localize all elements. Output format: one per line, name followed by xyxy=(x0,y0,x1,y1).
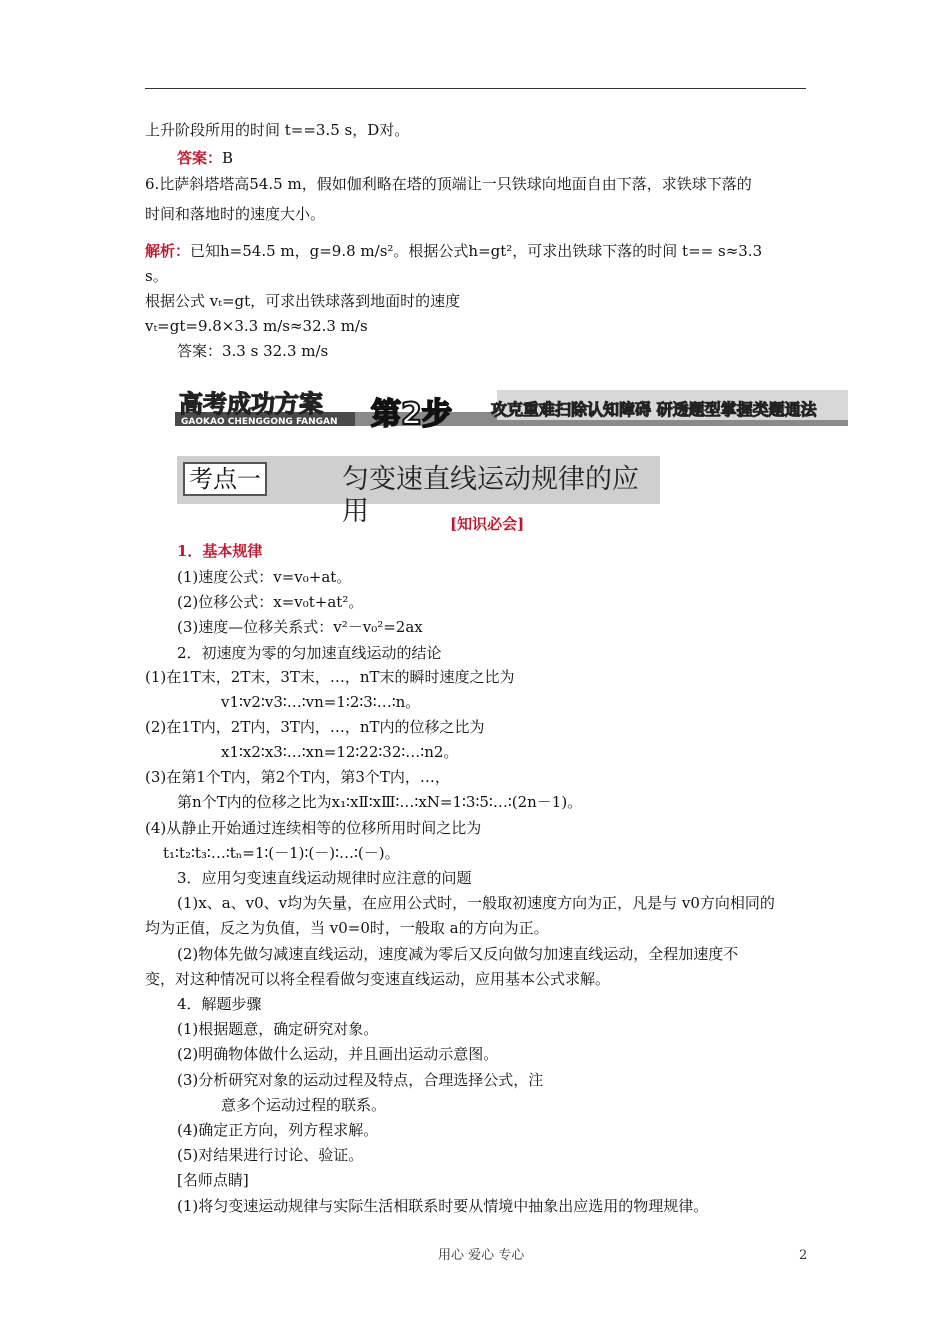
content-line: [名师点睛] xyxy=(177,1171,249,1189)
content-line: (2)在1T内，2T内，3T内，…，nT内的位移之比为 xyxy=(145,718,485,736)
content-line: (5)对结果进行讨论、验证。 xyxy=(177,1146,364,1164)
content-line: (4)从静止开始通过连续相等的位移所用时间之比为 xyxy=(145,819,482,837)
solution-label: 解析： xyxy=(145,242,191,260)
page-number: 2 xyxy=(799,1248,808,1263)
content-line: (3)速度—位移关系式：v²－v₀²=2ax xyxy=(177,618,423,636)
content-line: 4．解题步骤 xyxy=(177,995,262,1013)
header-rule xyxy=(145,88,806,89)
solution-line2: s。 xyxy=(145,267,168,285)
knowledge-header: [知识必会] xyxy=(450,515,525,533)
solution-line4: vₜ=gt=9.8×3.3 m/s≈32.3 m/s xyxy=(145,317,368,335)
content-line: (4)确定正方向，列方程求解。 xyxy=(177,1121,379,1139)
content-line: 均为正值，反之为负值，当 v0=0时，一般取 a的方向为正。 xyxy=(145,919,549,937)
topic-label: 考点一 xyxy=(183,462,267,496)
banner-title: 高考成功方案 xyxy=(179,390,323,418)
content-line: x1∶x2∶x3∶…∶xn=12∶22∶32∶…∶n2。 xyxy=(221,743,459,761)
content-line: 变，对这种情况可以将全程看做匀变速直线运动，应用基本公式求解。 xyxy=(145,970,611,988)
content-line: 第n个T内的位移之比为x₁∶xⅡ∶xⅢ∶…∶xN=1∶3∶5∶…∶(2n－1)。 xyxy=(177,793,583,811)
content-line: (3)在第1个T内，第2个T内，第3个T内，…， xyxy=(145,768,450,786)
question-6-line1: 6.比萨斜塔塔高54.5 m，假如伽利略在塔的顶端让一只铁球向地面自由下落，求铁球下落的 xyxy=(145,175,752,193)
answer-line-2: 答案：3.3 s 32.3 m/s xyxy=(177,342,329,360)
banner-pinyin: GAOKAO CHENGGONG FANGAN xyxy=(181,417,338,427)
answer-value: B xyxy=(222,149,234,167)
solution-line1 xyxy=(145,241,762,261)
content-line: (1)x、a、v0、v均为矢量，在应用公式时，一般取初速度方向为正，凡是与 v0方向相同的 xyxy=(177,894,775,912)
content-line: (1)在1T末，2T末，3T末，…，nT末的瞬时速度之比为 xyxy=(145,668,515,686)
content-line: (2)位移公式：x=v₀t+at²。 xyxy=(177,593,364,611)
content-line: 3．应用匀变速直线运动规律时应注意的问题 xyxy=(177,869,472,887)
banner-step: 第2步 xyxy=(371,397,452,432)
section-banner xyxy=(175,390,848,434)
content-line: (1)速度公式：v=v₀+at。 xyxy=(177,568,352,586)
content-line: (2)明确物体做什么运动，并且画出运动示意图。 xyxy=(177,1045,499,1063)
content-line: (1)将匀变速运动规律与实际生活相联系时要从情境中抽象出应选用的物理规律。 xyxy=(177,1197,709,1215)
content-line: (1)根据题意，确定研究对象。 xyxy=(177,1020,379,1038)
content-line: (2)物体先做匀减速直线运动，速度减为零后又反向做匀加速直线运动，全程加速度不 xyxy=(177,945,739,963)
content-line: t₁∶t₂∶t₃∶…∶tₙ=1∶(－1)∶(－)∶…∶(－)。 xyxy=(163,844,400,862)
solution-line3: 根据公式 vₜ=gt，可求出铁球落到地面时的速度 xyxy=(145,292,461,310)
topic-title: 匀变速直线运动规律的应用 xyxy=(342,464,639,527)
footer-slogan: 用心 爱心 专心 xyxy=(438,1248,525,1263)
content-line: (3)分析研究对象的运动过程及特点，合理选择公式，注 xyxy=(177,1071,544,1089)
banner-slogan: 攻克重难扫除认知障碍 研透题型掌握类题通法 xyxy=(491,400,817,419)
answer-label: 答案： xyxy=(177,149,223,167)
answer-line xyxy=(177,148,233,168)
content-line: v1∶v2∶v3∶…∶vn=1∶2∶3∶…∶n。 xyxy=(221,693,421,711)
question-6-line2: 时间和落地时的速度大小。 xyxy=(145,205,326,223)
content-line: 意多个运动过程的联系。 xyxy=(221,1096,387,1114)
solution-text: 已知h=54.5 m，g=9.8 m/s²。根据公式h=gt²，可求出铁球下落的时间 t== s≈3.3 xyxy=(190,242,763,260)
content-line: 1．基本规律 xyxy=(177,542,263,560)
content-line: 2．初速度为零的匀加速直线运动的结论 xyxy=(177,644,442,662)
text-line: 上升阶段所用的时间 t==3.5 s，D对。 xyxy=(145,121,410,139)
